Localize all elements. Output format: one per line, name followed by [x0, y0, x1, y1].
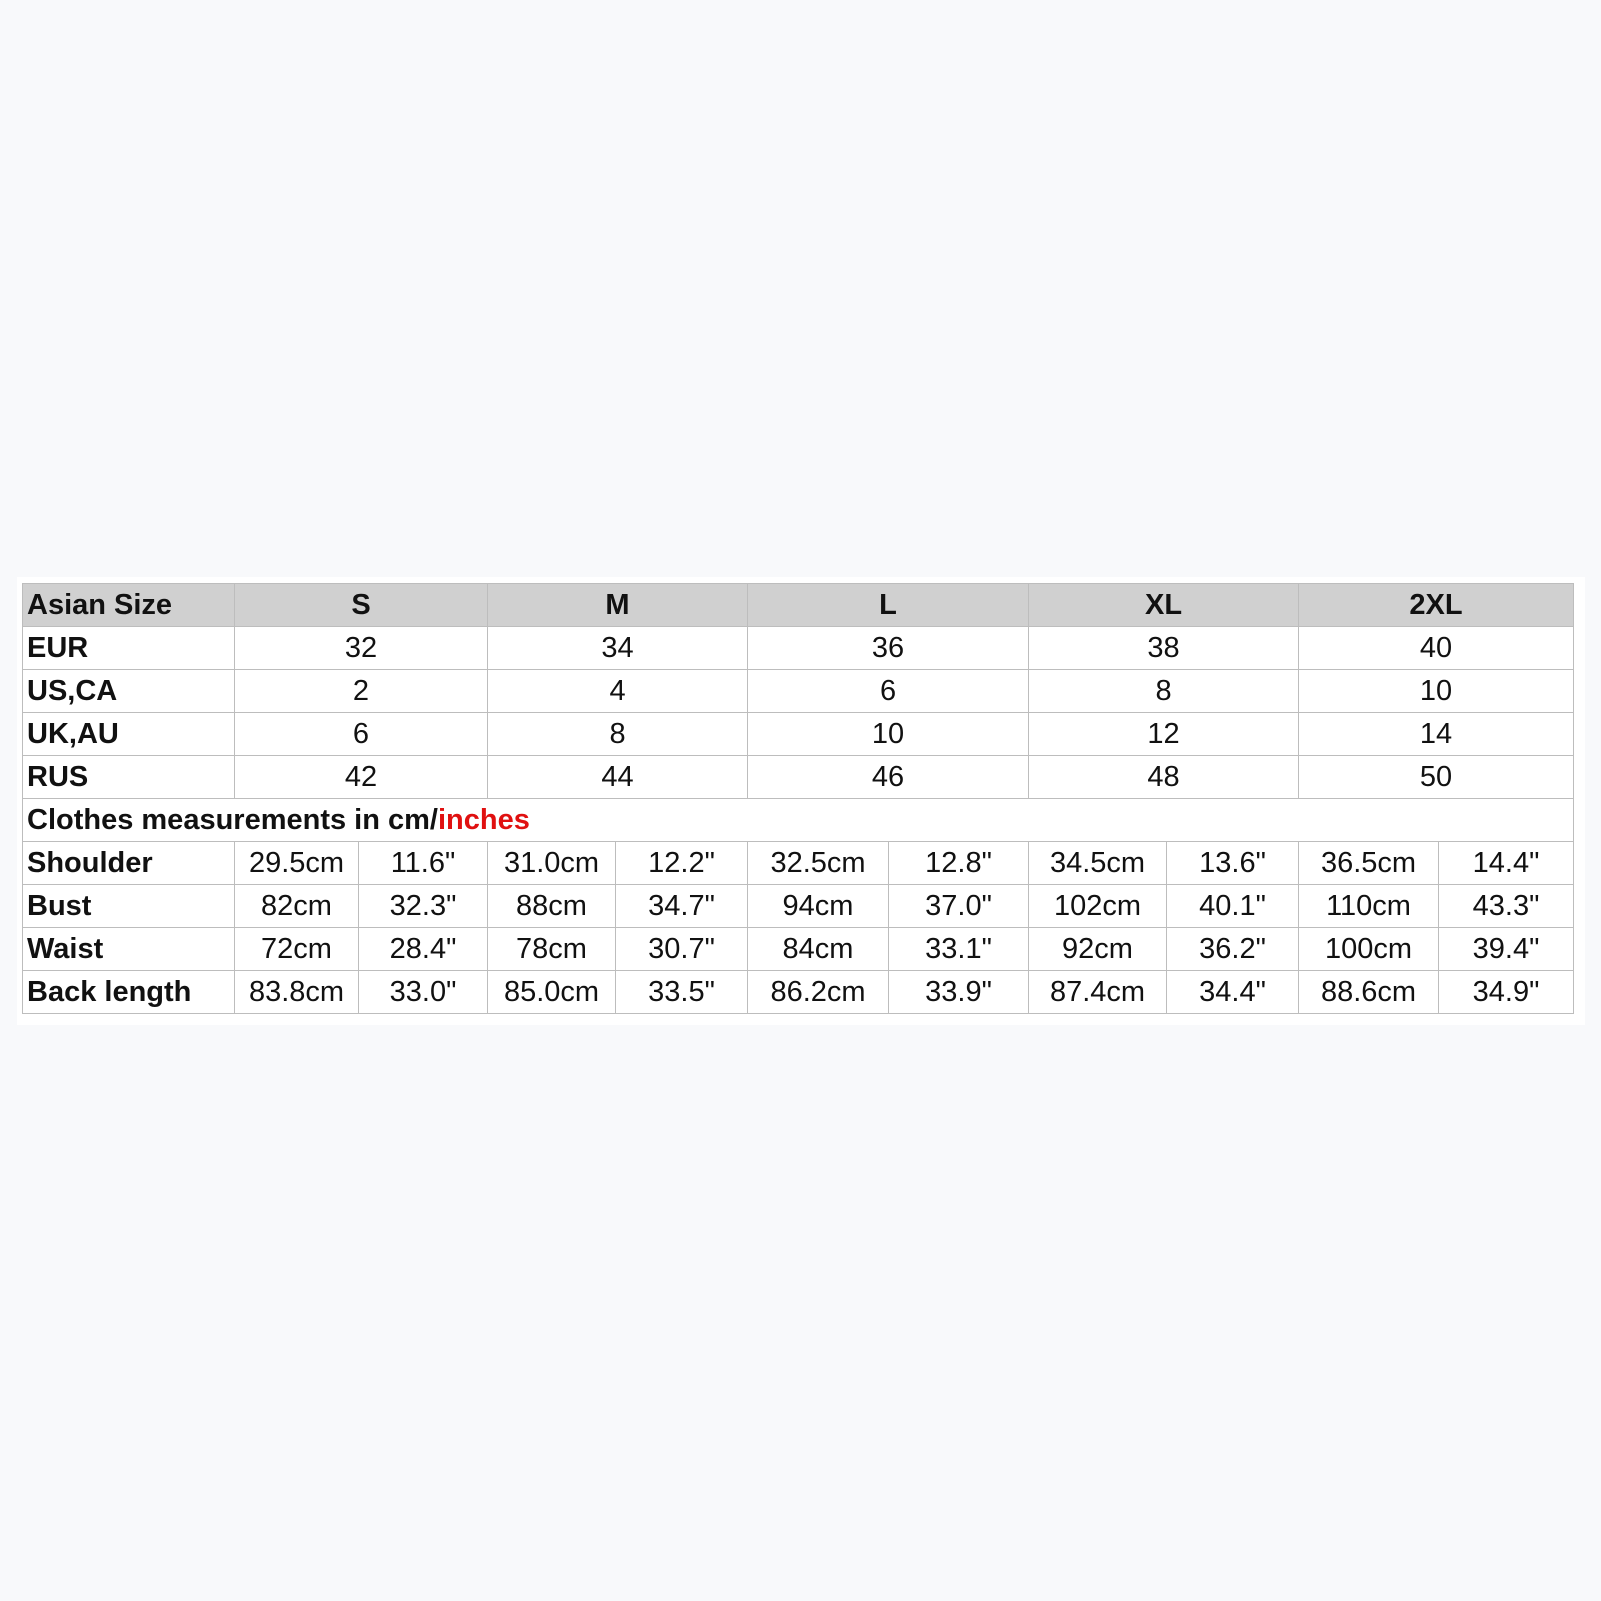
conversion-cell: 10	[748, 713, 1029, 756]
cm-cell: 36.5cm	[1299, 842, 1439, 885]
row-label: EUR	[23, 627, 235, 670]
cm-cell: 86.2cm	[748, 971, 889, 1014]
inch-cell: 34.4"	[1167, 971, 1299, 1014]
conversion-cell: 32	[235, 627, 488, 670]
measurements-title-prefix: Clothes measurements in cm/	[27, 804, 438, 836]
inch-cell: 33.9"	[889, 971, 1029, 1014]
conversion-cell: 50	[1299, 756, 1574, 799]
inch-cell: 13.6"	[1167, 842, 1299, 885]
conversion-cell: 8	[488, 713, 748, 756]
inch-cell: 32.3"	[359, 885, 488, 928]
cm-cell: 84cm	[748, 928, 889, 971]
conversion-row-us-ca	[23, 670, 1574, 713]
row-label: Waist	[23, 928, 235, 971]
conversion-cell: 44	[488, 756, 748, 799]
conversion-row-rus	[23, 756, 1574, 799]
cm-cell: 88cm	[488, 885, 616, 928]
measurements-title	[23, 799, 1574, 842]
conversion-cell: 10	[1299, 670, 1574, 713]
cm-cell: 100cm	[1299, 928, 1439, 971]
inch-cell: 33.1"	[889, 928, 1029, 971]
asian-size-label: Asian Size	[23, 584, 235, 627]
cm-cell: 87.4cm	[1029, 971, 1167, 1014]
conversion-cell: 40	[1299, 627, 1574, 670]
conversion-cell: 42	[235, 756, 488, 799]
row-label: US,CA	[23, 670, 235, 713]
cm-cell: 72cm	[235, 928, 359, 971]
measurement-row-shoulder	[23, 842, 1574, 885]
cm-cell: 83.8cm	[235, 971, 359, 1014]
row-label: RUS	[23, 756, 235, 799]
inch-cell: 14.4"	[1439, 842, 1574, 885]
row-label: Bust	[23, 885, 235, 928]
cm-cell: 31.0cm	[488, 842, 616, 885]
conversion-cell: 34	[488, 627, 748, 670]
inch-cell: 30.7"	[616, 928, 748, 971]
conversion-cell: 14	[1299, 713, 1574, 756]
conversion-cell: 36	[748, 627, 1029, 670]
inch-cell: 40.1"	[1167, 885, 1299, 928]
inch-cell: 39.4"	[1439, 928, 1574, 971]
conversion-cell: 4	[488, 670, 748, 713]
conversion-cell: 2	[235, 670, 488, 713]
size-s-header: S	[235, 584, 488, 627]
conversion-row-eur	[23, 627, 1574, 670]
cm-cell: 34.5cm	[1029, 842, 1167, 885]
inch-cell: 43.3"	[1439, 885, 1574, 928]
conversion-cell: 6	[235, 713, 488, 756]
measurement-row-back-length	[23, 971, 1574, 1014]
conversion-cell: 38	[1029, 627, 1299, 670]
conversion-cell: 12	[1029, 713, 1299, 756]
cm-cell: 85.0cm	[488, 971, 616, 1014]
inch-cell: 33.0"	[359, 971, 488, 1014]
measurement-row-waist	[23, 928, 1574, 971]
inch-cell: 36.2"	[1167, 928, 1299, 971]
size-m-header: M	[488, 584, 748, 627]
inch-cell: 34.9"	[1439, 971, 1574, 1014]
conversion-cell: 6	[748, 670, 1029, 713]
header-row	[23, 584, 1574, 627]
cm-cell: 110cm	[1299, 885, 1439, 928]
size-l-header: L	[748, 584, 1029, 627]
conversion-cell: 48	[1029, 756, 1299, 799]
cm-cell: 92cm	[1029, 928, 1167, 971]
cm-cell: 78cm	[488, 928, 616, 971]
cm-cell: 29.5cm	[235, 842, 359, 885]
size-2xl-header: 2XL	[1299, 584, 1574, 627]
cm-cell: 94cm	[748, 885, 889, 928]
inch-cell: 37.0"	[889, 885, 1029, 928]
inch-cell: 33.5"	[616, 971, 748, 1014]
conversion-cell: 8	[1029, 670, 1299, 713]
cm-cell: 82cm	[235, 885, 359, 928]
measurement-row-bust	[23, 885, 1574, 928]
inch-cell: 34.7"	[616, 885, 748, 928]
inch-cell: 11.6"	[359, 842, 488, 885]
size-chart-table	[22, 583, 1574, 1014]
cm-cell: 88.6cm	[1299, 971, 1439, 1014]
cm-cell: 102cm	[1029, 885, 1167, 928]
conversion-cell: 46	[748, 756, 1029, 799]
row-label: Shoulder	[23, 842, 235, 885]
row-label: Back length	[23, 971, 235, 1014]
inch-cell: 12.2"	[616, 842, 748, 885]
cm-cell: 32.5cm	[748, 842, 889, 885]
measurements-title-highlight: inches	[437, 804, 530, 836]
inch-cell: 28.4"	[359, 928, 488, 971]
conversion-row-uk-au	[23, 713, 1574, 756]
inch-cell: 12.8"	[889, 842, 1029, 885]
size-xl-header: XL	[1029, 584, 1299, 627]
row-label: UK,AU	[23, 713, 235, 756]
measurements-title-row	[23, 799, 1574, 842]
